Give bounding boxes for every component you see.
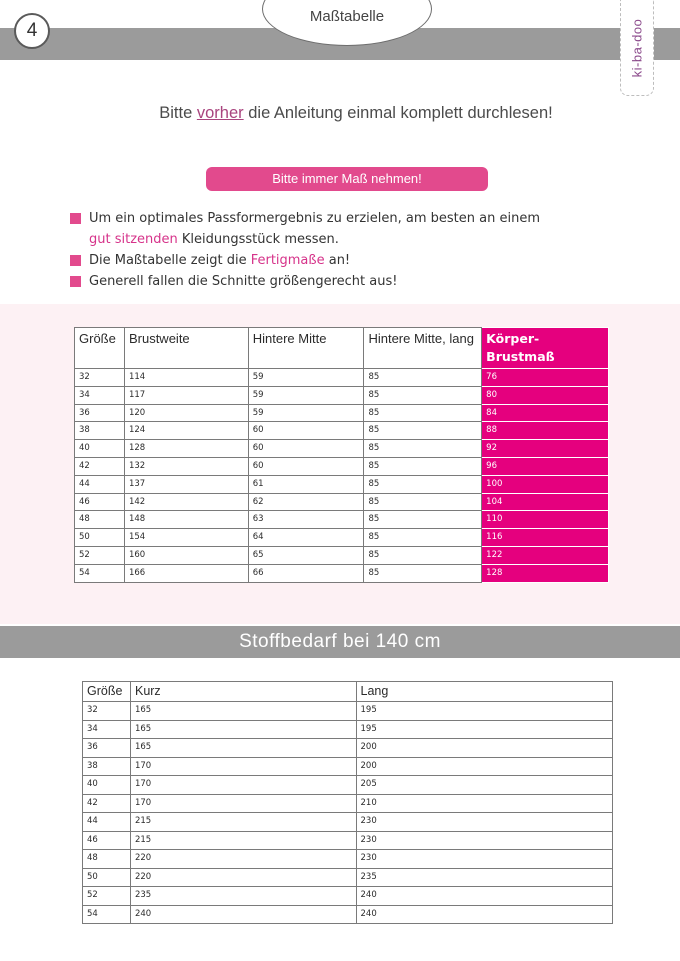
table-cell: 120 <box>124 404 248 422</box>
table-cell: 36 <box>83 739 131 758</box>
table-cell: 63 <box>248 511 364 529</box>
page-number-badge: 4 <box>14 13 50 49</box>
table-cell: 44 <box>75 475 125 493</box>
table-cell: 32 <box>83 702 131 721</box>
table-cell: 85 <box>364 529 482 547</box>
notes-list <box>70 208 630 292</box>
note-item <box>70 250 630 271</box>
column-header: Hintere Mitte, lang <box>364 328 482 369</box>
table-cell: 170 <box>130 794 356 813</box>
table-cell: 84 <box>482 404 609 422</box>
table-cell: 59 <box>248 369 364 387</box>
table-row <box>75 386 609 404</box>
table-cell: 34 <box>83 720 131 739</box>
table-cell: 85 <box>364 511 482 529</box>
note-highlight: Fertigmaße <box>250 253 325 268</box>
table-cell: 132 <box>124 457 248 475</box>
table-cell: 215 <box>130 831 356 850</box>
table-cell: 59 <box>248 386 364 404</box>
table-cell: 116 <box>482 529 609 547</box>
table-row <box>75 546 609 564</box>
intro-before: Bitte <box>159 104 197 122</box>
logo-text: ki-ba-doo <box>629 18 645 77</box>
column-header: Körper-Brustmaß <box>482 328 609 369</box>
table-cell: 240 <box>356 887 612 906</box>
table-cell: 128 <box>482 564 609 582</box>
table-cell: 85 <box>364 475 482 493</box>
column-header: Brustweite <box>124 328 248 369</box>
table-cell: 85 <box>364 546 482 564</box>
table-row <box>83 850 613 869</box>
table-cell: 88 <box>482 422 609 440</box>
table-cell: 85 <box>364 564 482 582</box>
table-cell: 54 <box>83 905 131 924</box>
intro-after: die Anleitung einmal komplett durchlesen! <box>243 104 553 122</box>
table-cell: 66 <box>248 564 364 582</box>
table-cell: 40 <box>83 776 131 795</box>
note-text: Die Maßtabelle zeigt die <box>89 253 251 268</box>
table-cell: 61 <box>248 475 364 493</box>
table-cell: 160 <box>124 546 248 564</box>
intro-highlight: vorher <box>196 104 244 122</box>
table-cell: 48 <box>75 511 125 529</box>
table-cell: 154 <box>124 529 248 547</box>
table-cell: 215 <box>130 813 356 832</box>
fabric-section-title: Stoffbedarf bei 140 cm <box>0 626 680 658</box>
table-cell: 142 <box>124 493 248 511</box>
table-cell: 240 <box>130 905 356 924</box>
table-cell: 92 <box>482 440 609 458</box>
table-cell: 60 <box>248 457 364 475</box>
table-cell: 170 <box>130 757 356 776</box>
table-row <box>75 369 609 387</box>
table-row <box>83 831 613 850</box>
table-cell: 117 <box>124 386 248 404</box>
table-cell: 195 <box>356 702 612 721</box>
fabric-table <box>82 681 613 924</box>
note-text: an! <box>324 253 351 268</box>
table-cell: 65 <box>248 546 364 564</box>
table-row <box>75 475 609 493</box>
table-cell: 85 <box>364 404 482 422</box>
table-cell: 38 <box>83 757 131 776</box>
table-row <box>83 776 613 795</box>
table-cell: 60 <box>248 422 364 440</box>
table-row <box>75 440 609 458</box>
table-cell: 114 <box>124 369 248 387</box>
page-title: Maßtabelle <box>309 8 385 25</box>
table-row <box>75 529 609 547</box>
table-cell: 64 <box>248 529 364 547</box>
table-cell: 210 <box>356 794 612 813</box>
table-cell: 34 <box>75 386 125 404</box>
table-cell: 54 <box>75 564 125 582</box>
table-cell: 122 <box>482 546 609 564</box>
table-cell: 96 <box>482 457 609 475</box>
note-text: Generell fallen die Schnitte größengerecht aus! <box>89 274 398 289</box>
table-cell: 220 <box>130 850 356 869</box>
table-cell: 205 <box>356 776 612 795</box>
table-cell: 170 <box>130 776 356 795</box>
column-header: Lang <box>356 682 612 702</box>
table-cell: 46 <box>83 831 131 850</box>
table-cell: 195 <box>356 720 612 739</box>
table-header-row <box>83 682 613 702</box>
table-cell: 124 <box>124 422 248 440</box>
column-header: Kurz <box>130 682 356 702</box>
table-cell: 36 <box>75 404 125 422</box>
table-cell: 32 <box>75 369 125 387</box>
table-cell: 38 <box>75 422 125 440</box>
measurement-table <box>74 327 609 583</box>
table-row <box>75 493 609 511</box>
table-cell: 50 <box>75 529 125 547</box>
table-header-row <box>75 328 609 369</box>
table-cell: 59 <box>248 404 364 422</box>
note-item <box>70 208 630 250</box>
table-cell: 165 <box>130 720 356 739</box>
column-header: Größe <box>83 682 131 702</box>
note-item <box>70 271 630 292</box>
table-cell: 200 <box>356 739 612 758</box>
table-cell: 240 <box>356 905 612 924</box>
table-row <box>83 813 613 832</box>
table-cell: 85 <box>364 440 482 458</box>
table-row <box>83 720 613 739</box>
table-cell: 220 <box>130 868 356 887</box>
table-cell: 128 <box>124 440 248 458</box>
table-row <box>83 757 613 776</box>
table-cell: 165 <box>130 739 356 758</box>
table-row <box>75 422 609 440</box>
table-cell: 60 <box>248 440 364 458</box>
table-cell: 42 <box>83 794 131 813</box>
table-row <box>83 702 613 721</box>
table-cell: 235 <box>130 887 356 906</box>
note-text: Kleidungsstück messen. <box>177 232 339 247</box>
table-row <box>83 868 613 887</box>
logo <box>620 0 654 96</box>
table-cell: 166 <box>124 564 248 582</box>
table-cell: 110 <box>482 511 609 529</box>
table-row <box>75 564 609 582</box>
table-cell: 48 <box>83 850 131 869</box>
table-cell: 85 <box>364 493 482 511</box>
table-cell: 85 <box>364 386 482 404</box>
table-cell: 104 <box>482 493 609 511</box>
table-row <box>75 511 609 529</box>
table-row <box>83 905 613 924</box>
table-row <box>83 887 613 906</box>
table-row <box>75 404 609 422</box>
column-header: Hintere Mitte <box>248 328 364 369</box>
table-cell: 230 <box>356 831 612 850</box>
table-cell: 85 <box>364 369 482 387</box>
table-cell: 85 <box>364 422 482 440</box>
table-row <box>75 457 609 475</box>
table-cell: 52 <box>83 887 131 906</box>
table-cell: 148 <box>124 511 248 529</box>
table-cell: 230 <box>356 813 612 832</box>
table-cell: 50 <box>83 868 131 887</box>
table-cell: 76 <box>482 369 609 387</box>
pink-square-bullet-icon <box>70 213 81 224</box>
table-cell: 46 <box>75 493 125 511</box>
pink-square-bullet-icon <box>70 276 81 287</box>
note-highlight: gut sitzenden <box>89 232 178 247</box>
table-cell: 85 <box>364 457 482 475</box>
table-cell: 80 <box>482 386 609 404</box>
table-cell: 52 <box>75 546 125 564</box>
table-cell: 230 <box>356 850 612 869</box>
measure-reminder-banner: Bitte immer Maß nehmen! <box>206 167 488 191</box>
table-row <box>83 794 613 813</box>
table-cell: 137 <box>124 475 248 493</box>
column-header: Größe <box>75 328 125 369</box>
table-row <box>83 739 613 758</box>
table-cell: 235 <box>356 868 612 887</box>
table-cell: 62 <box>248 493 364 511</box>
table-cell: 100 <box>482 475 609 493</box>
table-cell: 44 <box>83 813 131 832</box>
pink-square-bullet-icon <box>70 255 81 266</box>
table-cell: 200 <box>356 757 612 776</box>
intro-text <box>0 104 680 123</box>
note-text: Um ein optimales Passformergebnis zu erzielen, am besten an einem <box>89 211 540 226</box>
table-cell: 42 <box>75 457 125 475</box>
table-cell: 165 <box>130 702 356 721</box>
table-cell: 40 <box>75 440 125 458</box>
